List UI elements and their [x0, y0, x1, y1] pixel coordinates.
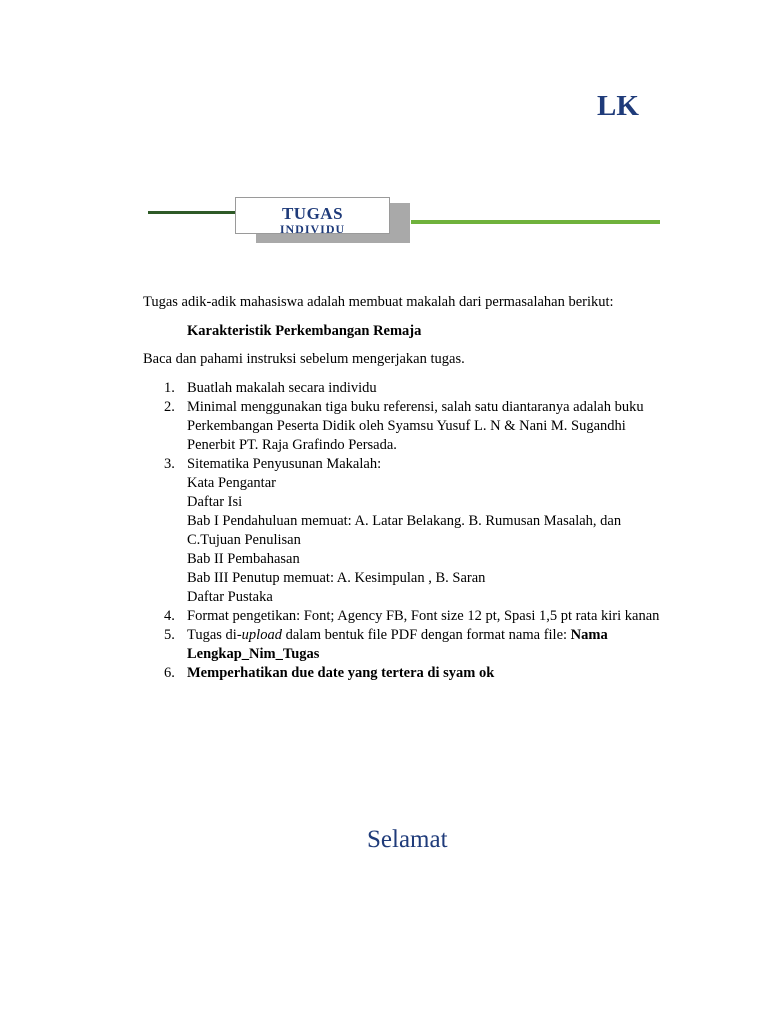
doc-code-heading: LK [597, 90, 639, 122]
list-number: 4. [164, 608, 175, 624]
list-item-text: Buatlah makalah secara individu [187, 380, 377, 396]
topic-heading: Karakteristik Perkembangan Remaja [187, 323, 422, 339]
list-item-bold: Nama Lengkap_Nim_Tugas [187, 627, 608, 662]
list-item-text: Sitematika Penyusunan Makalah: [187, 456, 382, 472]
list-item [143, 607, 663, 626]
sub-item: Bab I Pendahuluan memuat: A. Latar Belakang. B. Rumusan Masalah, dan C.Tujuan Penulisan [187, 513, 622, 548]
decorative-line-left [148, 211, 238, 214]
list-item-text: dalam bentuk file PDF dengan format nama file: [281, 627, 571, 643]
list-item-text: Minimal menggunakan tiga buku referensi, salah satu diantaranya adalah buku Perkembangan Peserta Didik oleh Syamsu Yusuf L. N & Nani M. Sugandhi Penerbit PT. Raja Grafindo Persada. [187, 399, 644, 453]
title-box-subtitle-clipped: INDIVIDU [279, 222, 346, 236]
list-item-text: Tugas di- [187, 627, 242, 643]
instruction-paragraph: Baca dan pahami instruksi sebelum mengerjakan tugas. [143, 351, 465, 367]
decorative-line-right [411, 220, 660, 224]
list-number: 3. [164, 456, 175, 472]
list-item-text: Memperhatikan due date yang tertera di syam ok [187, 665, 495, 681]
list-item [143, 398, 663, 455]
list-item [143, 626, 663, 664]
list-number: 1. [164, 380, 175, 396]
list-number: 2. [164, 399, 175, 415]
sub-item: Kata Pengantar [187, 475, 276, 491]
sub-item: Daftar Isi [187, 494, 243, 510]
list-item-text: Format pengetikan: Font; Agency FB, Font size 12 pt, Spasi 1,5 pt rata kiri kanan [187, 608, 660, 624]
list-item [143, 379, 663, 398]
title-box [235, 197, 390, 234]
list-item [143, 664, 663, 683]
sub-item: Bab II Pembahasan [187, 551, 300, 567]
list-item-italic: upload [241, 627, 282, 643]
task-list [143, 379, 663, 683]
closing-greeting: Selamat [367, 826, 448, 853]
list-number: 5. [164, 627, 175, 643]
list-number: 6. [164, 665, 175, 681]
sub-item: Daftar Pustaka [187, 589, 273, 605]
sub-item: Bab III Penutup memuat: A. Kesimpulan , B. Saran [187, 570, 486, 586]
list-item [143, 455, 663, 607]
intro-paragraph: Tugas adik-adik mahasiswa adalah membuat makalah dari permasalahan berikut: [143, 294, 614, 310]
title-box-label: TUGAS [281, 204, 344, 223]
